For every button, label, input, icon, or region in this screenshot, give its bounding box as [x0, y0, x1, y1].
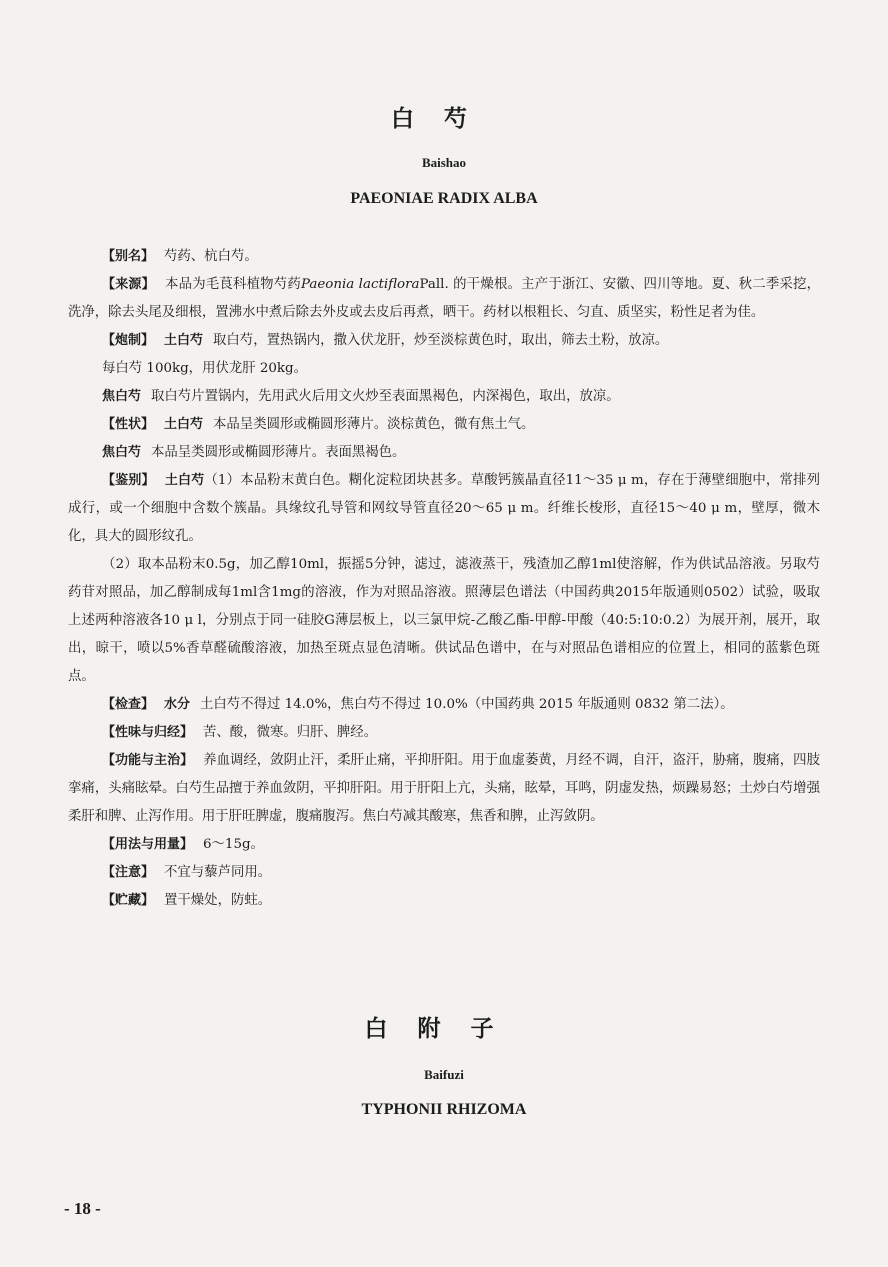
source-species: Paeonia lactiflora: [300, 277, 420, 292]
storage-section: [68, 887, 820, 915]
processing-label: 【炮制】: [102, 333, 155, 348]
identification-text-1: （1）本品粉末黄白色。糊化淀粒团块甚多。草酸钙簇晶直径11～35 μ m，存在于薄壁细胞中，常排列成行，或一个细胞中含数个簇晶。具缘纹孔导管和网纹导管直径20～65 μ m。纤维长梭形，直径15～40 μ m，壁厚，微木化，具大的圆形纹孔。: [68, 473, 820, 544]
function-text: 养血调经，敛阴止汗，柔肝止痛，平抑肝阳。用于血虚萎黄，月经不调，自汗，盗汗，胁痛，腹痛，四肢挛痛，头痛眩晕。白芍生品擅于养血敛阴，平抑肝阳。用于肝阳上亢，头痛，眩晕，耳鸣，阴虚发热，烦躁易怒；土炒白芍增强柔肝和脾、止泻作用。用于肝旺脾虚，腹痛腹泻。焦白芍减其酸寒，焦香和脾，止泻敛阴。: [68, 753, 820, 824]
processing-method2: [68, 383, 820, 411]
caution-section: [68, 859, 820, 887]
page-number: - 18 -: [64, 1199, 101, 1218]
source-text-2: Pall. 的干燥根。主产于浙江、安徽、四川等地。夏、秋二季采挖，洗净，除去头尾及细根，置沸水中煮后除去外皮或去皮后再煮，晒干。药材以根粗长、匀直、质坚实，粉性足者为佳。: [68, 277, 820, 320]
identification-item-name: 土白芍: [164, 473, 205, 488]
processing-method1-name: 土白芍: [164, 333, 204, 348]
entry2-title-pinyin: Baifuzi: [424, 1067, 464, 1082]
alias-section: [68, 243, 820, 271]
entry-body: [68, 243, 820, 915]
processing-ratio: 每白芍 100kg，用伏龙肝 20kg。: [102, 361, 307, 376]
source-text-1: 本品为毛茛科植物芍药: [164, 277, 301, 292]
identification-section: [68, 467, 820, 551]
character-item2-name: 焦白芍: [102, 445, 142, 460]
usage-section: [68, 831, 820, 859]
usage-text: 6～15g。: [203, 837, 264, 852]
character-item2-text: 本品呈类圆形或椭圆形薄片。表面黑褐色。: [151, 445, 406, 460]
entry-title-latin: PAEONIAE RADIX ALBA: [350, 190, 538, 207]
processing-method1-text: 取白芍，置热锅内，撒入伏龙肝，炒至淡棕黄色时，取出，筛去土粉，放凉。: [213, 333, 669, 348]
processing-section: [68, 327, 820, 355]
function-section: [68, 747, 820, 831]
source-section: [68, 271, 820, 327]
inspection-label: 【检查】: [102, 697, 155, 712]
entry2-title-cn: 白附子: [364, 1016, 524, 1042]
processing-method2-name: 焦白芍: [102, 389, 142, 404]
character-item1-text: 本品呈类圆形或椭圆形薄片。淡棕黄色，微有焦土气。: [213, 417, 535, 432]
usage-label: 【用法与用量】: [102, 837, 194, 852]
processing-method2-text: 取白芍片置锅内，先用武火后用文火炒至表面黑褐色，内深褐色，取出，放凉。: [151, 389, 620, 404]
storage-text: 置干燥处，防蛀。: [164, 893, 272, 908]
caution-text: 不宜与藜芦同用。: [164, 865, 272, 880]
identification-text-2: （2）取本品粉末0.5g，加乙醇10ml，振摇5分钟，滤过，滤液蒸干，残渣加乙醇1ml使溶解，作为供试品溶液。另取芍药苷对照品，加乙醇制成每1ml含1mg的溶液，作为对照品溶液。照薄层色谱法（中国药典2015年版通则0502）试验，吸取上述两种溶液各10 μ l，分别点于同一硅胶G薄层板上，以三氯甲烷-乙酸乙酯-甲醇-甲酸（40:5:10:0.2）为展开剂，展开，取出，晾干，喷以5%香草醛硫酸溶液，加热至斑点显色清晰。供试品色谱中，在与对照品色谱相应的位置上，相同的蓝紫色斑点。: [68, 557, 820, 684]
nature-text: 苦、酸，微寒。归肝、脾经。: [203, 725, 378, 740]
entry-title-cn: 白芍: [391, 106, 497, 132]
character-label: 【性状】: [102, 417, 155, 432]
identification-label: 【鉴别】: [102, 473, 155, 488]
inspection-text: 土白芍不得过 14.0%，焦白芍不得过 10.0%（中国药典 2015 年版通则 0832 第二法）。: [200, 697, 734, 712]
source-label: 【来源】: [102, 277, 155, 292]
alias-label: 【别名】: [102, 249, 155, 264]
inspection-section: [68, 691, 820, 719]
caution-label: 【注意】: [102, 865, 155, 880]
alias-text: 芍药、杭白芍。: [164, 249, 258, 264]
entry2-title-latin: TYPHONII RHIZOMA: [361, 1101, 527, 1118]
function-label: 【功能与主治】: [102, 753, 194, 768]
inspection-item-name: 水分: [164, 697, 191, 712]
nature-section: [68, 719, 820, 747]
storage-label: 【贮藏】: [102, 893, 155, 908]
character-item1-name: 土白芍: [164, 417, 204, 432]
nature-label: 【性味与归经】: [102, 725, 194, 740]
character-section: [68, 411, 820, 439]
character-item2: [68, 439, 820, 467]
entry-title-pinyin: Baishao: [421, 155, 467, 170]
